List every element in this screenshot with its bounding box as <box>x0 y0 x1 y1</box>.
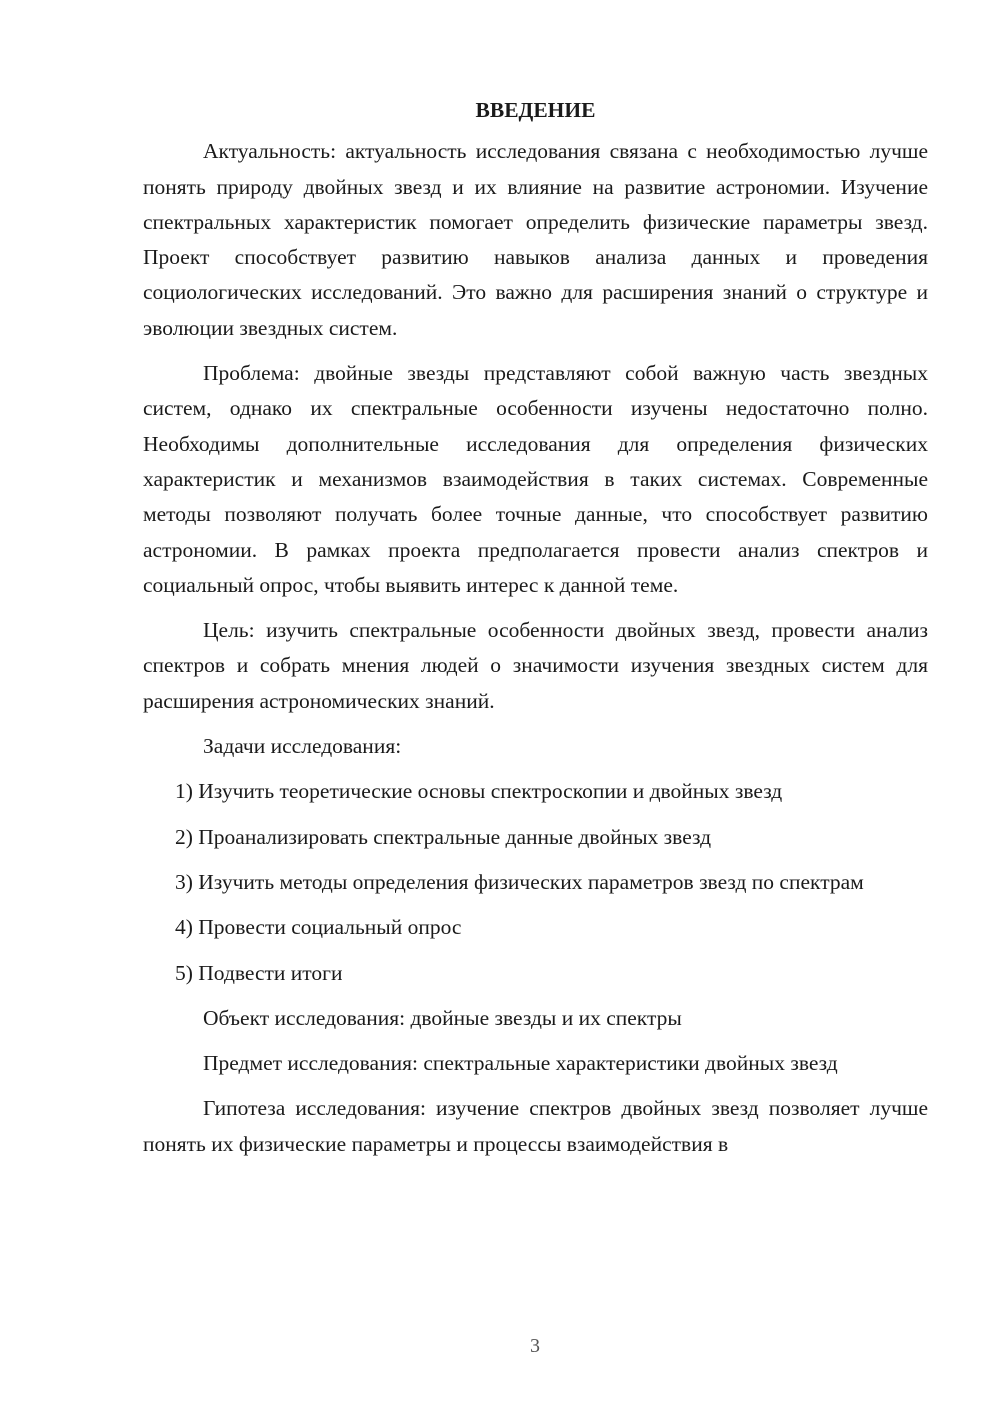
task-item: 1) Изучить теоретические основы спектроскопии и двойных звезд <box>175 779 783 804</box>
page-content <box>143 93 928 1172</box>
page-number: 3 <box>530 1335 540 1357</box>
goal-paragraph: Цель: изучить спектральные особенности двойных звезд, провести анализ спектров и собрать мнения людей о значимости изучения звездных систем для расширения астрономических знаний. <box>143 618 928 713</box>
tasks-heading: Задачи исследования: <box>203 734 402 759</box>
relevance-paragraph: Актуальность: актуальность исследования связана с необходимостью лучше понять природу двойных звезд и их влияние на развитие астрономии. Изучение спектральных характеристик помогает определить физические параметры звезд. Проект способствует развитию навыков анализа данных и проведения социологических исследований. Это важно для расширения знаний о структуре и эволюции звездных систем. <box>143 139 928 340</box>
object-paragraph: Объект исследования: двойные звезды и их спектры <box>203 1005 682 1030</box>
problem-paragraph: Проблема: двойные звезды представляют собой важную часть звездных систем, однако их спектральные особенности изучены недостаточно полно. Необходимы дополнительные исследования для определения физических характеристик и механизмов взаимодействия в таких системах. Современные методы позволяют получать более точные данные, что способствует развитию астрономии. В рамках проекта предполагается провести анализ спектров и социальный опрос, чтобы выявить интерес к данной теме. <box>143 361 928 597</box>
task-item: 5) Подвести итоги <box>175 960 343 985</box>
page-title: ВВЕДЕНИЕ <box>475 98 596 122</box>
hypothesis-paragraph: Гипотеза исследования: изучение спектров двойных звезд позволяет лучше понять их физические параметры и процессы взаимодействия в <box>143 1096 928 1156</box>
subject-paragraph: Предмет исследования: спектральные характеристики двойных звезд <box>203 1051 838 1076</box>
task-item: 2) Проанализировать спектральные данные двойных звезд <box>175 824 712 849</box>
task-item: 4) Провести социальный опрос <box>175 915 462 940</box>
task-item: 3) Изучить методы определения физических параметров звезд по спектрам <box>175 869 864 894</box>
